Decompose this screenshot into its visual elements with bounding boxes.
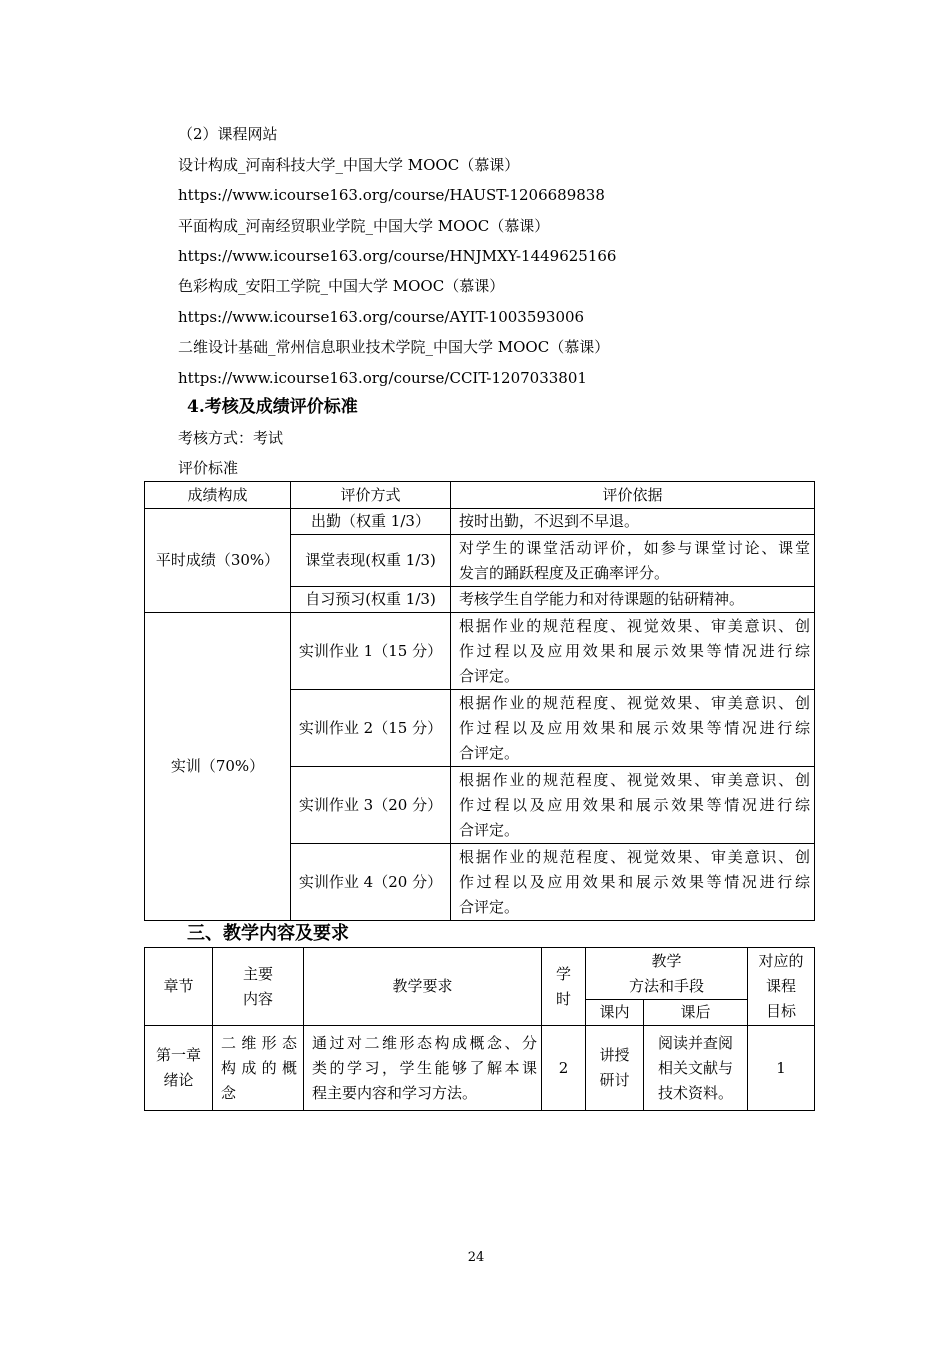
header-method — [586, 948, 748, 1000]
eval-basis: 考核学生自学能力和对待课题的钻研精神。 — [451, 587, 815, 613]
header-main-content — [213, 948, 304, 1026]
chapter-cell — [145, 1026, 213, 1111]
basis-line: 根据作业的规范程度、视觉效果、审美意识、创 — [459, 770, 810, 789]
header-line: 目标 — [766, 1002, 797, 1020]
basis-line: 合评定。 — [459, 897, 520, 916]
basis-line: 合评定。 — [459, 666, 520, 685]
eval-way: 实训作业 4（20 分） — [291, 844, 451, 921]
table-row — [145, 509, 815, 535]
teaching-content-table — [144, 947, 815, 1111]
hours-cell: 2 — [542, 1026, 586, 1111]
eval-basis: 按时出勤，不迟到不早退。 — [451, 509, 815, 535]
eval-basis — [451, 613, 815, 690]
section-heading-websites: （2）课程网站 — [178, 125, 278, 143]
website-name: 二维设计基础_常州信息职业技术学院_中国大学 MOOC（慕课） — [178, 338, 610, 356]
cell-line: 通过对二维形态构成概念、分 — [312, 1033, 537, 1052]
website-url: https://www.icourse163.org/course/CCIT-1207033801 — [178, 369, 587, 387]
basis-line: 根据作业的规范程度、视觉效果、审美意识、创 — [459, 616, 810, 635]
assessment-method: 考核方式：考试 — [178, 429, 284, 447]
header-line: 课程 — [766, 977, 797, 995]
eval-basis — [451, 844, 815, 921]
basis-line: 合评定。 — [459, 820, 520, 839]
cell-line: 研讨 — [599, 1071, 630, 1089]
header-line: 内容 — [242, 989, 273, 1008]
header-line: 时 — [555, 989, 571, 1008]
criteria-label: 评价标准 — [178, 459, 239, 477]
teaching-title: 三、教学内容及要求 — [187, 923, 349, 944]
header-goal — [748, 948, 815, 1026]
header-hours — [542, 948, 586, 1026]
cell-line: 阅读并查阅 — [658, 1033, 734, 1052]
eval-basis — [451, 690, 815, 767]
website-name: 平面构成_河南经贸职业学院_中国大学 MOOC（慕课） — [178, 217, 550, 235]
website-url: https://www.icourse163.org/course/AYIT-1003593006 — [178, 308, 585, 326]
table-header-row — [145, 948, 815, 1000]
eval-way: 出勤（权重 1/3） — [291, 509, 451, 535]
eval-way: 实训作业 3（20 分） — [291, 767, 451, 844]
basis-line: 根据作业的规范程度、视觉效果、审美意识、创 — [459, 693, 810, 712]
evaluation-table — [144, 481, 815, 921]
requirement-cell — [304, 1026, 542, 1111]
cell-line: 技术资料。 — [658, 1083, 734, 1102]
eval-way: 实训作业 1（15 分） — [291, 613, 451, 690]
website-url: https://www.icourse163.org/course/HNJMXY-1449625166 — [178, 247, 617, 265]
table-row — [145, 613, 815, 690]
header-line: 教学 — [651, 951, 682, 970]
cell-line: 类的学习，学生能够了解本课 — [312, 1058, 537, 1077]
in-class-cell — [586, 1026, 644, 1111]
header-after-class: 课后 — [644, 1000, 748, 1026]
table-row — [145, 1026, 815, 1111]
eval-way: 实训作业 2（15 分） — [291, 690, 451, 767]
eval-basis — [451, 767, 815, 844]
header-requirement: 教学要求 — [304, 948, 542, 1026]
page-number: 24 — [467, 1250, 485, 1265]
cell-line: 二维形态 — [221, 1033, 297, 1052]
basis-line: 作过程以及应用效果和展示效果等情况进行综 — [459, 795, 810, 814]
website-url: https://www.icourse163.org/course/HAUST-1206689838 — [178, 186, 605, 204]
header-cell: 评价依据 — [451, 482, 815, 509]
basis-line: 作过程以及应用效果和展示效果等情况进行综 — [459, 872, 810, 891]
cell-line: 绪论 — [163, 1071, 194, 1089]
header-line: 学 — [555, 964, 571, 983]
assessment-title: 4.考核及成绩评价标准 — [187, 397, 358, 417]
header-line: 主要 — [242, 964, 273, 983]
table-header-row — [145, 482, 815, 509]
cell-line: 念 — [221, 1083, 237, 1102]
cell-line: 程主要内容和学习方法。 — [312, 1083, 478, 1102]
header-chapter: 章节 — [145, 948, 213, 1026]
goal-cell: 1 — [748, 1026, 815, 1111]
eval-way: 自习预习(权重 1/3) — [291, 587, 451, 613]
basis-line: 作过程以及应用效果和展示效果等情况进行综 — [459, 718, 810, 737]
basis-line: 对学生的课堂活动评价，如参与课堂讨论、课堂 — [459, 538, 810, 557]
header-in-class: 课内 — [586, 1000, 644, 1026]
eval-basis — [451, 535, 815, 587]
cell-line: 相关文献与 — [658, 1058, 734, 1077]
website-name: 设计构成_河南科技大学_中国大学 MOOC（慕课） — [178, 156, 520, 174]
main-content-cell — [213, 1026, 304, 1111]
header-cell: 成绩构成 — [145, 482, 291, 509]
header-cell: 评价方式 — [291, 482, 451, 509]
header-line: 对应的 — [758, 952, 804, 970]
basis-line: 根据作业的规范程度、视觉效果、审美意识、创 — [459, 847, 810, 866]
header-line: 方法和手段 — [629, 976, 705, 995]
eval-way: 课堂表现(权重 1/3) — [291, 535, 451, 587]
practice-grade-label: 实训（70%） — [145, 613, 291, 921]
after-class-cell — [644, 1026, 748, 1111]
basis-line: 发言的踊跃程度及正确率评分。 — [459, 563, 670, 582]
cell-line: 讲授 — [599, 1046, 630, 1064]
usual-grade-label: 平时成绩（30%） — [145, 509, 291, 613]
cell-line: 构成的概 — [221, 1058, 297, 1077]
basis-line: 作过程以及应用效果和展示效果等情况进行综 — [459, 641, 810, 660]
basis-line: 合评定。 — [459, 743, 520, 762]
website-name: 色彩构成_安阳工学院_中国大学 MOOC（慕课） — [178, 277, 505, 295]
cell-line: 第一章 — [155, 1046, 201, 1064]
